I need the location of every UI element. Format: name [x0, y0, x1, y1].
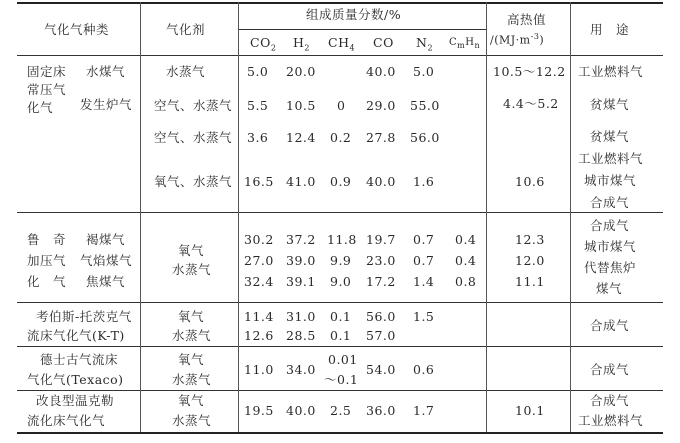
cell-co: 54.0 — [366, 362, 396, 377]
group-divider-4 — [17, 390, 663, 391]
cell-co: 23.0 — [366, 253, 396, 268]
cell-ch4: 9.0 — [330, 274, 352, 289]
cell-agent: 水蒸气 — [166, 64, 206, 79]
cell-ch4: 0.9 — [330, 174, 352, 189]
header-use: 用 途 — [590, 22, 630, 37]
cell-use: 合成气 — [590, 393, 630, 408]
cell-n2: 5.0 — [413, 64, 435, 79]
cell-h2: 34.0 — [286, 362, 316, 377]
cell-h2: 37.2 — [286, 232, 316, 247]
group2-subtype: 气焰煤气 — [80, 253, 133, 268]
cell-use: 城市煤气 — [584, 239, 637, 254]
cell-heat: 11.1 — [515, 274, 545, 289]
header-co: CO — [373, 35, 394, 50]
group3-label: 流床气化气(K-T) — [27, 328, 125, 343]
group2-subtype: 褐煤气 — [86, 232, 126, 247]
cell-co: 29.0 — [366, 98, 396, 113]
col-rule-heat — [570, 2, 571, 432]
cell-co2: 32.4 — [244, 274, 274, 289]
cell-agent: 氧气 — [178, 309, 205, 324]
cell-heat: 12.3 — [515, 232, 545, 247]
header-type: 气化气种类 — [44, 22, 110, 37]
group2-label: 加压气 — [27, 253, 67, 268]
cell-cmhn: 0.4 — [455, 253, 477, 268]
cell-n2: 1.5 — [413, 309, 435, 324]
table-top-rule — [17, 2, 663, 4]
cell-agent: 水蒸气 — [172, 262, 212, 277]
cell-co: 40.0 — [366, 64, 396, 79]
cell-n2: 0.7 — [413, 253, 435, 268]
group1-label: 常压气 — [27, 82, 67, 97]
group2-subtype: 焦煤气 — [86, 274, 126, 289]
header-heat-line1: 高热值 — [507, 12, 547, 27]
col-rule-type — [140, 2, 141, 432]
cell-ch4: 0.01 — [328, 352, 358, 367]
cell-agent: 水蒸气 — [172, 328, 212, 343]
header-composition: 组成质量分数/% — [306, 7, 402, 22]
group-divider-2 — [17, 302, 663, 303]
cell-use: 工业燃料气 — [578, 64, 644, 79]
cell-use: 煤气 — [596, 281, 623, 296]
header-sub-rule — [238, 29, 486, 30]
cell-h2: 20.0 — [286, 64, 316, 79]
cell-h2: 28.5 — [286, 328, 316, 343]
cell-ch4: 0.1 — [330, 328, 352, 343]
cell-agent: 水蒸气 — [172, 372, 212, 387]
cell-co2: 30.2 — [244, 232, 274, 247]
cell-use: 城市煤气 — [584, 173, 637, 188]
cell-co2: 5.5 — [247, 98, 269, 113]
cell-n2: 56.0 — [410, 130, 440, 145]
cell-ch4: 0 — [337, 98, 346, 113]
cell-heat: 10.1 — [515, 403, 545, 418]
cell-cmhn: 0.8 — [455, 274, 477, 289]
cell-co: 19.7 — [366, 232, 396, 247]
cell-use: 合成气 — [590, 362, 630, 377]
cell-co2: 5.0 — [247, 64, 269, 79]
cell-co: 17.2 — [366, 274, 396, 289]
group4-label: 德士古气流床 — [40, 352, 119, 367]
group5-label: 改良型温克勒 — [36, 393, 115, 408]
group1-label: 固定床 — [27, 64, 67, 79]
header-n2: $N_2$ — [416, 35, 434, 53]
cell-ch4: 11.8 — [327, 232, 357, 247]
cell-use: 贫煤气 — [590, 129, 630, 144]
cell-agent: 氧气 — [178, 243, 205, 258]
cell-n2: 1.6 — [413, 174, 435, 189]
cell-use: 代替焦炉 — [584, 260, 637, 275]
group1-subtype: 水煤气 — [86, 64, 126, 79]
group-divider-1 — [17, 212, 663, 213]
header-agent: 气化剂 — [166, 22, 206, 37]
cell-h2: 10.5 — [286, 98, 316, 113]
cell-n2: 55.0 — [410, 98, 440, 113]
cell-agent: 空气、水蒸气 — [154, 98, 233, 113]
cell-cmhn: 0.4 — [455, 232, 477, 247]
cell-use: 合成气 — [590, 195, 630, 210]
cell-co2: 19.5 — [244, 403, 274, 418]
cell-agent: 氧气 — [178, 352, 205, 367]
cell-ch4: 0.1 — [330, 309, 352, 324]
cell-co: 36.0 — [366, 403, 396, 418]
group3-label: 考伯斯-托茨克气 — [36, 309, 132, 324]
cell-h2: 39.1 — [286, 274, 316, 289]
cell-use: 工业燃料气 — [578, 151, 644, 166]
group2-label: 鲁 奇 — [27, 232, 67, 247]
cell-h2: 40.0 — [286, 403, 316, 418]
cell-co2: 3.6 — [247, 130, 269, 145]
header-ch4: $CH_4$ — [328, 35, 356, 53]
cell-heat: 10.5～12.2 — [493, 64, 566, 79]
group1-label: 化气 — [27, 100, 54, 115]
cell-co2: 12.6 — [244, 328, 274, 343]
cell-co2: 16.5 — [244, 174, 274, 189]
cell-agent: 氧气 — [178, 393, 205, 408]
group2-label: 化 气 — [27, 274, 67, 289]
cell-n2: 1.7 — [413, 403, 435, 418]
header-cmhn: $C_mH_n$ — [449, 37, 481, 50]
cell-co: 27.8 — [366, 130, 396, 145]
cell-heat: 12.0 — [515, 253, 545, 268]
cell-co2: 27.0 — [244, 253, 274, 268]
cell-heat: 10.6 — [515, 174, 545, 189]
cell-h2: 39.0 — [286, 253, 316, 268]
cell-co: 56.0 — [366, 309, 396, 324]
cell-use: 贫煤气 — [590, 97, 630, 112]
header-h2: $H_2$ — [293, 35, 310, 53]
cell-use: 工业燃料气 — [578, 413, 644, 428]
col-rule-comp — [486, 2, 487, 432]
cell-co2: 11.0 — [244, 362, 274, 377]
cell-heat: 4.4～5.2 — [503, 96, 559, 111]
cell-agent: 水蒸气 — [172, 413, 212, 428]
group4-label: 气化气(Texaco) — [27, 372, 124, 387]
cell-agent: 空气、水蒸气 — [154, 130, 233, 145]
cell-ch4: 2.5 — [330, 403, 352, 418]
cell-co: 57.0 — [366, 328, 396, 343]
cell-h2: 12.4 — [286, 130, 316, 145]
cell-n2: 1.4 — [413, 274, 435, 289]
table-bottom-rule — [17, 432, 663, 434]
cell-co: 40.0 — [366, 174, 396, 189]
cell-use: 合成气 — [590, 318, 630, 333]
cell-ch4: 9.9 — [330, 253, 352, 268]
cell-ch4: 0.2 — [330, 130, 352, 145]
header-heat-line2: $/(MJ\cdot m^{-3})$ — [490, 32, 545, 47]
cell-h2: 31.0 — [286, 309, 316, 324]
cell-agent: 氧气、水蒸气 — [154, 174, 233, 189]
group5-label: 流化床气化气 — [27, 413, 106, 428]
group-divider-3 — [17, 346, 663, 347]
cell-co2: 11.4 — [244, 309, 274, 324]
cell-use: 合成气 — [590, 218, 630, 233]
header-co2: $CO_2$ — [250, 35, 277, 53]
cell-ch4: ～0.1 — [324, 372, 359, 387]
header-bottom-rule — [17, 55, 663, 56]
cell-n2: 0.6 — [413, 362, 435, 377]
group1-subtype: 发生炉气 — [80, 97, 133, 112]
cell-n2: 0.7 — [413, 232, 435, 247]
col-rule-agent — [238, 2, 239, 432]
cell-h2: 41.0 — [286, 174, 316, 189]
